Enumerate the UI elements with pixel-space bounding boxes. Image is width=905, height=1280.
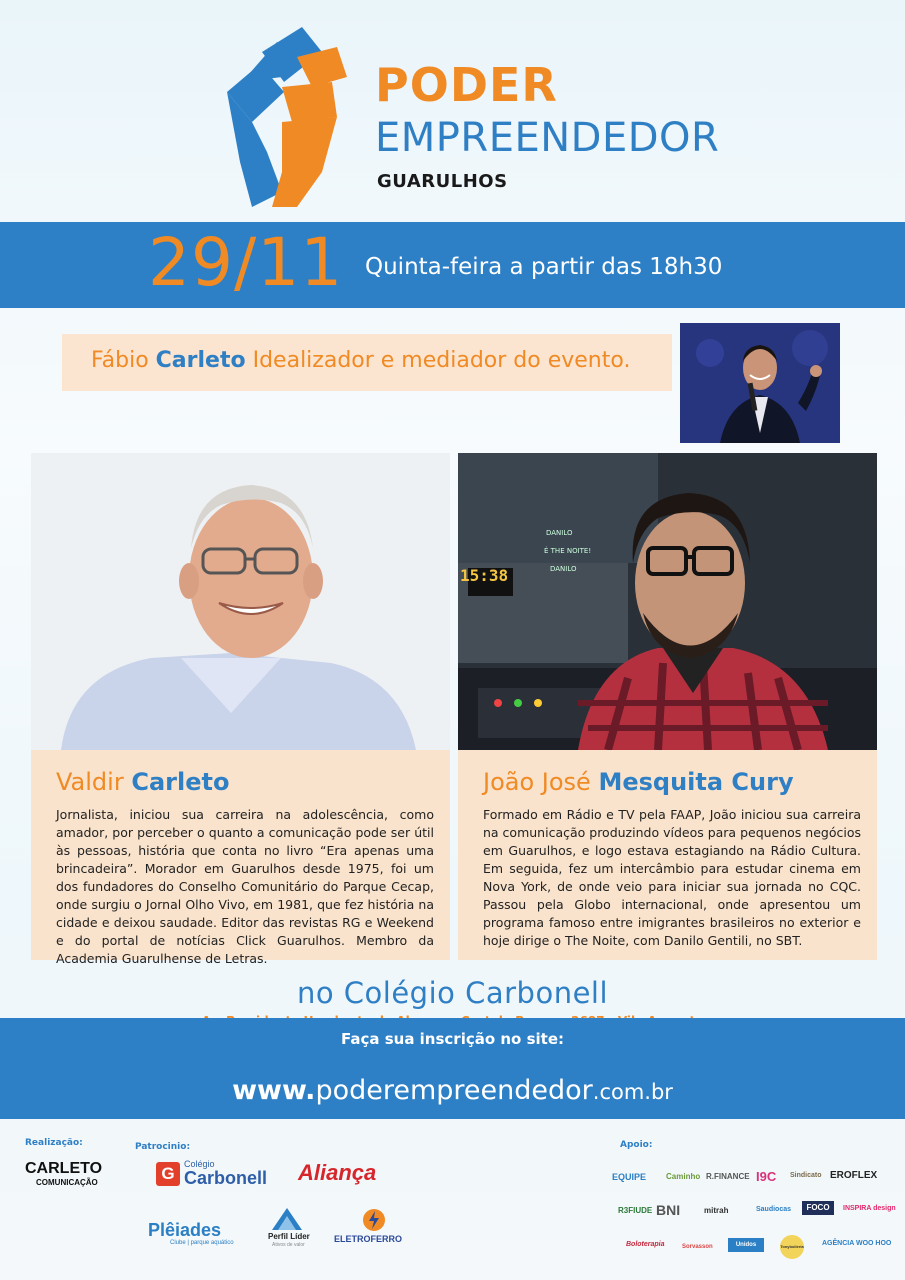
carleto-logo-sub: COMUNICAÇÃO	[36, 1178, 98, 1187]
speaker-first-name: João José	[483, 768, 591, 796]
carbonell-logo: Carbonell	[184, 1168, 268, 1188]
speaker-card-joao	[458, 750, 877, 960]
speaker-name	[56, 768, 229, 796]
apoio-logo-i9c: I9C	[756, 1169, 777, 1184]
signup-prompt: Faça sua inscrição no site:	[340, 1030, 564, 1048]
realizacao-label: Realização:	[25, 1138, 83, 1148]
url-prefix: www.	[232, 1075, 316, 1106]
apoio-logo-r3fiude: R3FIUDE	[618, 1206, 653, 1215]
pleiades-logo: Plêiades	[148, 1220, 222, 1240]
speaker-bio: Jornalista, iniciou sua carreira na adolescência, como amador, por perceber o quanto a comunicação pode ser útil às pessoas, história que conta no livro “Era apenas uma brincadeira”. Morador em Guarulhos desde 1975, foi um dos fundadores do Conselho Comunitário do Parque Cecap, onde surgiu o Jornal Olho Vivo, em 1981, que fez história na cidade e deixou saudade. Editor das revistas RG e Weekend e do portal de notícias Click Guarulhos. Membro da Academia Guarulhense de Letras.	[56, 807, 434, 966]
event-date: 29/11	[148, 224, 344, 301]
alianca-logo: Aliança	[298, 1160, 377, 1185]
speaker-bio: Formado em Rádio e TV pela FAAP, João iniciou sua carreira na comunicação produzindo vídeos para pequenos negócios em Guarulhos, e logo estava estagiando na Rádio Cultura. Em seguida, fez um intercâmbio para estudar cinema em Nova York, de onde veio para iniciar sua jornada no CQC. Passou pela Globo internacional, onde apresentou um programa famoso entre imigrantes brasileiros no exterior e hoje dirige o The Noite, com Danilo Gentili, no SBT.	[483, 807, 861, 948]
apoio-logo-woohoo: AGÊNCIA WOO HOO	[822, 1240, 892, 1247]
perfil-lider-sub: Ativos de valor	[272, 1242, 305, 1248]
apoio-logo-foco: FOCO	[802, 1201, 834, 1215]
speaker-first-name: Valdir	[56, 768, 124, 796]
url-main: poderempreendedor	[315, 1075, 593, 1106]
eletroferro-icon	[362, 1208, 386, 1232]
apoio-logo-mitrah: mitrah	[704, 1206, 729, 1215]
eletroferro-logo: ELETROFERRO	[334, 1234, 403, 1244]
host-photo	[680, 323, 840, 443]
carleto-logo: CARLETO	[25, 1160, 103, 1177]
venue-name: no Colégio Carbonell	[296, 976, 609, 1010]
apoio-label: Apoio:	[620, 1140, 653, 1150]
title-guarulhos: GUARULHOS	[377, 171, 508, 192]
patrocinio-label: Patrocinio:	[135, 1142, 191, 1152]
title-empreendedor: EMPREENDEDOR	[375, 115, 720, 161]
host-line	[91, 348, 630, 373]
signup-url-link[interactable]	[0, 1075, 905, 1106]
apoio-logo-boloterapia: Boloterapia	[626, 1241, 665, 1248]
tv-clock: 15:38	[460, 566, 509, 585]
tv-label-1: DANILO	[546, 529, 573, 537]
tv-label-2: É THE NOITE!	[544, 547, 592, 555]
speaker-last-name: Carleto	[131, 768, 230, 796]
apoio-logo-unidos: Unidos	[728, 1238, 764, 1252]
apoio-logo-saudiocas: Saudiocas	[756, 1206, 792, 1213]
host-last-name: Carleto	[155, 348, 246, 373]
carbonell-icon: G	[156, 1162, 180, 1186]
raised-fist-logo-icon	[222, 22, 362, 212]
carbonell-pre: Colégio	[184, 1159, 215, 1169]
apoio-logo-inspira: INSPIRA design	[843, 1205, 896, 1212]
apoio-logo-tonybolleria: Tonybolleria	[780, 1235, 804, 1259]
apoio-logo-caminho: Caminho	[666, 1172, 701, 1181]
speaker-photo-valdir	[31, 453, 450, 750]
speaker-name	[483, 768, 794, 796]
host-first-name: Fábio	[91, 348, 149, 373]
tv-label-3: DANILO	[550, 565, 577, 573]
apoio-logo-rfinance: R.FINANCE	[706, 1172, 750, 1181]
apoio-logo-eroflex: EROFLEX	[830, 1170, 878, 1181]
pleiades-sub: Clube | parque aquático	[170, 1240, 234, 1246]
event-time: Quinta-feira a partir das 18h30	[365, 254, 723, 280]
perfil-lider-icon	[272, 1208, 302, 1230]
host-role: Idealizador e mediador do evento.	[252, 348, 631, 373]
title-poder: PODER	[375, 58, 558, 112]
apoio-logo-sorvasson: Sorvasson	[682, 1244, 713, 1250]
url-suffix: .com.br	[592, 1080, 673, 1104]
perfil-lider-logo: Perfil Líder	[268, 1232, 310, 1241]
apoio-logo-equipe: EQUIPE	[612, 1172, 647, 1182]
apoio-logo-bni: BNI	[656, 1202, 681, 1218]
speaker-photo-joao	[458, 453, 877, 750]
apoio-logo-sindicato: Sindicato	[790, 1172, 822, 1179]
speaker-card-valdir	[31, 750, 450, 966]
speaker-last-name: Mesquita Cury	[598, 768, 794, 796]
